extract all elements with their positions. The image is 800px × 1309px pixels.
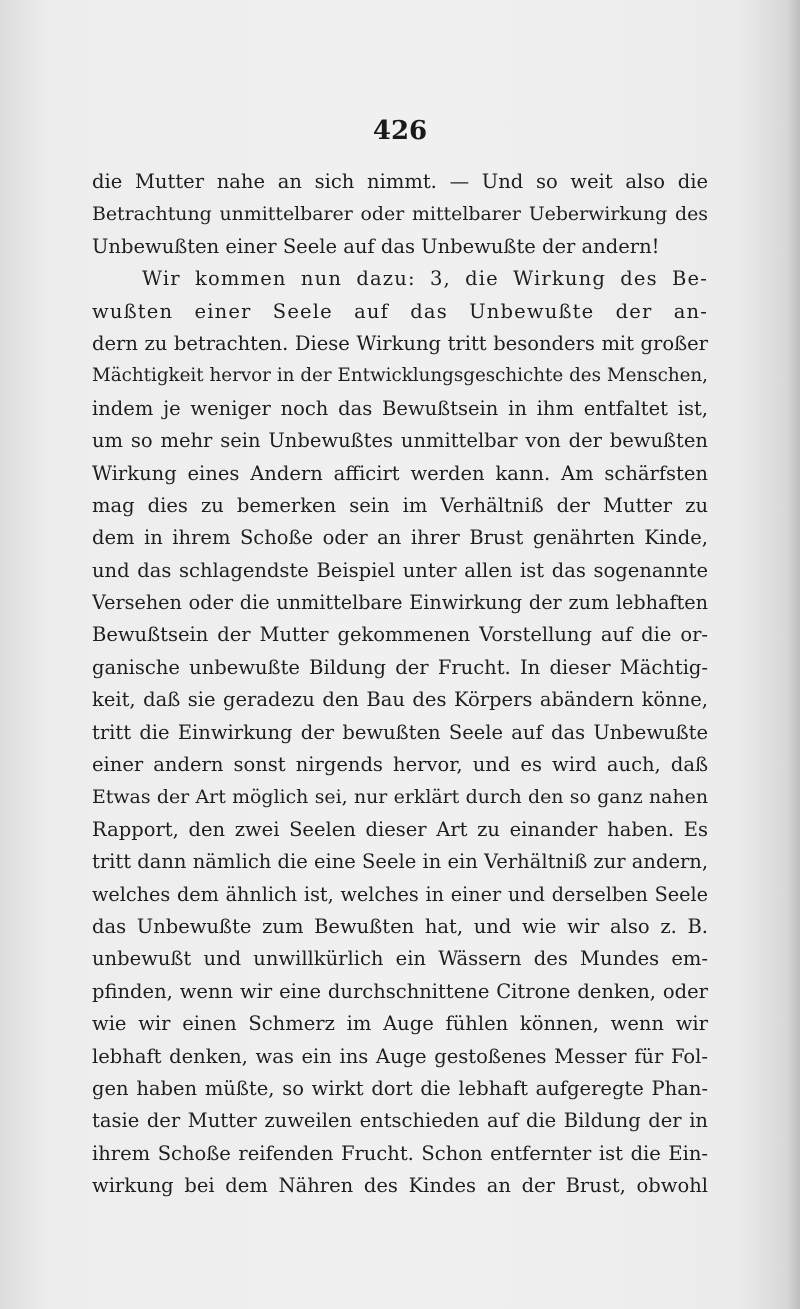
text-line: tasie der Mutter zuweilen entschieden auf die Bildung der in: [92, 1109, 708, 1133]
text-line: dern zu betrachten. Diese Wirkung tritt besonders mit großer: [92, 331, 708, 355]
text-line: wie wir einen Schmerz im Auge fühlen können, wenn wir: [92, 1012, 708, 1036]
text-line: tritt dann nämlich die eine Seele in ein Verhältniß zur andern,: [92, 850, 708, 874]
text-line: Etwas der Art möglich sei, nur erklärt durch den so ganz nahen: [92, 786, 708, 809]
text-line: Wirkung eines Andern afficirt werden kann. Am schärfsten: [92, 461, 708, 485]
text-line: einer andern sonst nirgends hervor, und es wird auch, daß: [92, 753, 708, 777]
text-line: indem je weniger noch das Bewußtsein in ihm entfaltet ist,: [92, 396, 708, 420]
text-line: wirkung bei dem Nähren des Kindes an der Brust, obwohl: [92, 1174, 708, 1198]
text-line: um so mehr sein Unbewußtes unmittelbar von der bewußten: [92, 429, 708, 453]
text-line: tritt die Einwirkung der bewußten Seele auf das Unbewußte: [92, 720, 708, 744]
text-line: lebhaft denken, was ein ins Auge gestoßenes Messer für Fol-: [92, 1044, 708, 1068]
text-line: ihrem Schoße reifenden Frucht. Schon entfernter ist die Ein-: [92, 1141, 708, 1165]
text-line: wußten einer Seele auf das Unbewußte der an-: [92, 299, 708, 323]
text-line: Unbewußten einer Seele auf das Unbewußte der andern!: [92, 234, 660, 258]
text-line: Wir kommen nun dazu: 3, die Wirkung des Be-: [142, 267, 708, 291]
text-line: Bewußtsein der Mutter gekommenen Vorstellung auf die or-: [92, 623, 708, 647]
text-line: und das schlagendste Beispiel unter allen ist das sogenannte: [92, 558, 708, 582]
text-line: Versehen oder die unmittelbare Einwirkung der zum lebhaften: [92, 591, 708, 615]
page-edge-shadow: [786, 0, 800, 1309]
text-line: gen haben müßte, so wirkt dort die lebhaft aufgeregte Phan-: [92, 1076, 708, 1100]
text-line: unbewußt und unwillkürlich ein Wässern des Mundes em-: [92, 947, 708, 971]
text-line: dem in ihrem Schoße oder an ihrer Brust genährten Kinde,: [92, 526, 708, 550]
page-number: 426: [372, 116, 428, 146]
text-line: keit, daß sie geradezu den Bau des Körpers abändern könne,: [92, 688, 708, 712]
text-line: welches dem ähnlich ist, welches in einer und derselben Seele: [92, 882, 708, 906]
text-line: Mächtigkeit hervor in der Entwicklungsgeschichte des Menschen,: [92, 365, 708, 387]
text-line: ganische unbewußte Bildung der Frucht. In dieser Mächtig-: [92, 655, 708, 679]
text-line: Betrachtung unmittelbarer oder mittelbarer Ueberwirkung des: [92, 203, 708, 226]
text-line: Rapport, den zwei Seelen dieser Art zu einander haben. Es: [92, 817, 708, 841]
text-line: mag dies zu bemerken sein im Verhältniß der Mutter zu: [92, 493, 708, 517]
body-text: [92, 166, 708, 1203]
text-line: pfinden, wenn wir eine durchschnittene Citrone denken, oder: [92, 979, 708, 1003]
text-line: das Unbewußte zum Bewußten hat, und wie wir also z. B.: [92, 914, 708, 938]
text-line: die Mutter nahe an sich nimmt. — Und so weit also die: [92, 170, 708, 193]
